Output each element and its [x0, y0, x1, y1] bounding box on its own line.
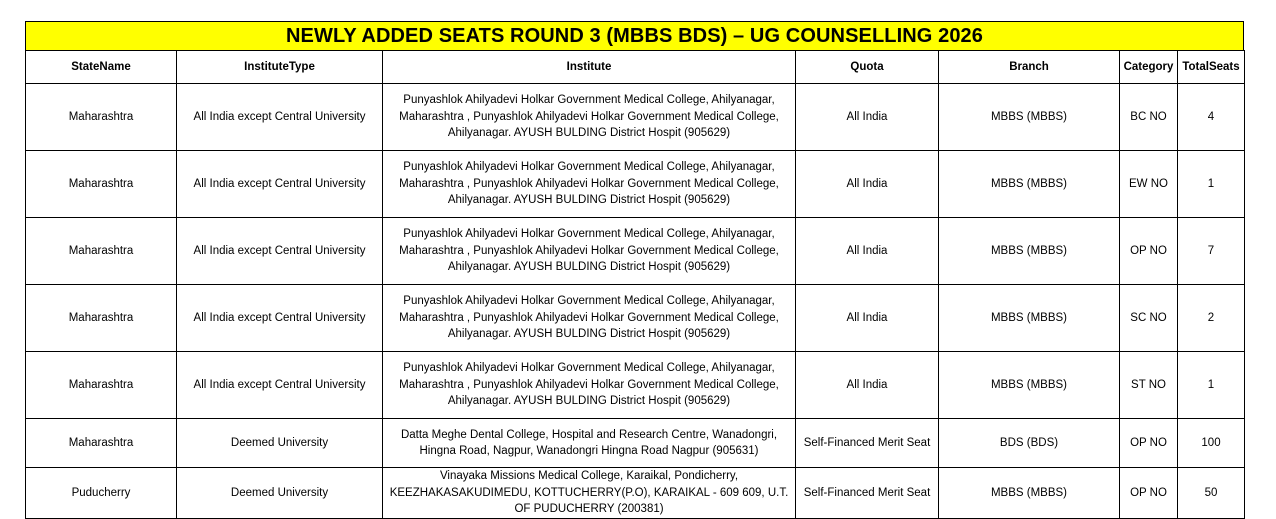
cell-quota: All India [796, 84, 939, 151]
cell-category: OP NO [1120, 218, 1178, 285]
table-row [26, 352, 1245, 419]
table-header-row [26, 51, 1245, 84]
cell-quota: All India [796, 352, 939, 419]
table-row [26, 419, 1245, 468]
cell-quota: All India [796, 285, 939, 352]
column-header-statename: StateName [26, 51, 177, 84]
cell-institute: Vinayaka Missions Medical College, Karaikal, Pondicherry, KEEZHAKASAKUDIMEDU, KOTTUCHERRY(P.O), KARAIKAL - 609 609, U.T. OF PUDUCHERRY (200381) [383, 468, 796, 519]
cell-category: ST NO [1120, 352, 1178, 419]
cell-quota: All India [796, 151, 939, 218]
cell-state: Maharashtra [26, 419, 177, 468]
cell-state: Maharashtra [26, 352, 177, 419]
cell-institute: Punyashlok Ahilyadevi Holkar Government Medical College, Ahilyanagar, Maharashtra , Punyashlok Ahilyadevi Holkar Government Medical College, Ahilyanagar. AYUSH BULDING District Hospit (905629) [383, 151, 796, 218]
cell-institute: Datta Meghe Dental College, Hospital and Research Centre, Wanadongri, Hingna Road, Nagpur, Wanadongri Hingna Road Nagpur (905631) [383, 419, 796, 468]
table-row [26, 218, 1245, 285]
cell-total-seats: 7 [1178, 218, 1245, 285]
cell-total-seats: 2 [1178, 285, 1245, 352]
cell-category: EW NO [1120, 151, 1178, 218]
cell-institute: Punyashlok Ahilyadevi Holkar Government Medical College, Ahilyanagar, Maharashtra , Punyashlok Ahilyadevi Holkar Government Medical College, Ahilyanagar. AYUSH BULDING District Hospit (905629) [383, 84, 796, 151]
column-header-branch: Branch [939, 51, 1120, 84]
cell-institute-type: Deemed University [177, 468, 383, 519]
table-row [26, 285, 1245, 352]
cell-total-seats: 4 [1178, 84, 1245, 151]
table-row [26, 84, 1245, 151]
column-header-category: Category [1120, 51, 1178, 84]
seat-matrix-sheet [25, 21, 1244, 519]
table-row [26, 151, 1245, 218]
cell-institute-type: All India except Central University [177, 352, 383, 419]
cell-institute-type: All India except Central University [177, 285, 383, 352]
cell-branch: MBBS (MBBS) [939, 285, 1120, 352]
cell-quota: All India [796, 218, 939, 285]
document-title: NEWLY ADDED SEATS ROUND 3 (MBBS BDS) – UG COUNSELLING 2026 [25, 21, 1244, 51]
cell-state: Maharashtra [26, 218, 177, 285]
cell-branch: MBBS (MBBS) [939, 352, 1120, 419]
cell-institute-type: Deemed University [177, 419, 383, 468]
cell-institute-type: All India except Central University [177, 84, 383, 151]
cell-state: Puducherry [26, 468, 177, 519]
column-header-totalseats: TotalSeats [1178, 51, 1245, 84]
column-header-quota: Quota [796, 51, 939, 84]
cell-category: OP NO [1120, 419, 1178, 468]
column-header-institute: Institute [383, 51, 796, 84]
seat-table [25, 50, 1245, 519]
cell-total-seats: 1 [1178, 352, 1245, 419]
cell-category: SC NO [1120, 285, 1178, 352]
cell-branch: BDS (BDS) [939, 419, 1120, 468]
cell-state: Maharashtra [26, 285, 177, 352]
cell-institute: Punyashlok Ahilyadevi Holkar Government Medical College, Ahilyanagar, Maharashtra , Punyashlok Ahilyadevi Holkar Government Medical College, Ahilyanagar. AYUSH BULDING District Hospit (905629) [383, 352, 796, 419]
cell-total-seats: 100 [1178, 419, 1245, 468]
cell-total-seats: 1 [1178, 151, 1245, 218]
cell-institute: Punyashlok Ahilyadevi Holkar Government Medical College, Ahilyanagar, Maharashtra , Punyashlok Ahilyadevi Holkar Government Medical College, Ahilyanagar. AYUSH BULDING District Hospit (905629) [383, 285, 796, 352]
cell-institute-type: All India except Central University [177, 151, 383, 218]
cell-branch: MBBS (MBBS) [939, 151, 1120, 218]
cell-institute-type: All India except Central University [177, 218, 383, 285]
cell-state: Maharashtra [26, 151, 177, 218]
cell-branch: MBBS (MBBS) [939, 468, 1120, 519]
cell-quota: Self-Financed Merit Seat [796, 419, 939, 468]
cell-state: Maharashtra [26, 84, 177, 151]
table-row [26, 468, 1245, 519]
cell-quota: Self-Financed Merit Seat [796, 468, 939, 519]
cell-branch: MBBS (MBBS) [939, 218, 1120, 285]
cell-category: BC NO [1120, 84, 1178, 151]
cell-branch: MBBS (MBBS) [939, 84, 1120, 151]
cell-total-seats: 50 [1178, 468, 1245, 519]
cell-institute: Punyashlok Ahilyadevi Holkar Government Medical College, Ahilyanagar, Maharashtra , Punyashlok Ahilyadevi Holkar Government Medical College, Ahilyanagar. AYUSH BULDING District Hospit (905629) [383, 218, 796, 285]
cell-category: OP NO [1120, 468, 1178, 519]
column-header-institutetype: InstituteType [177, 51, 383, 84]
